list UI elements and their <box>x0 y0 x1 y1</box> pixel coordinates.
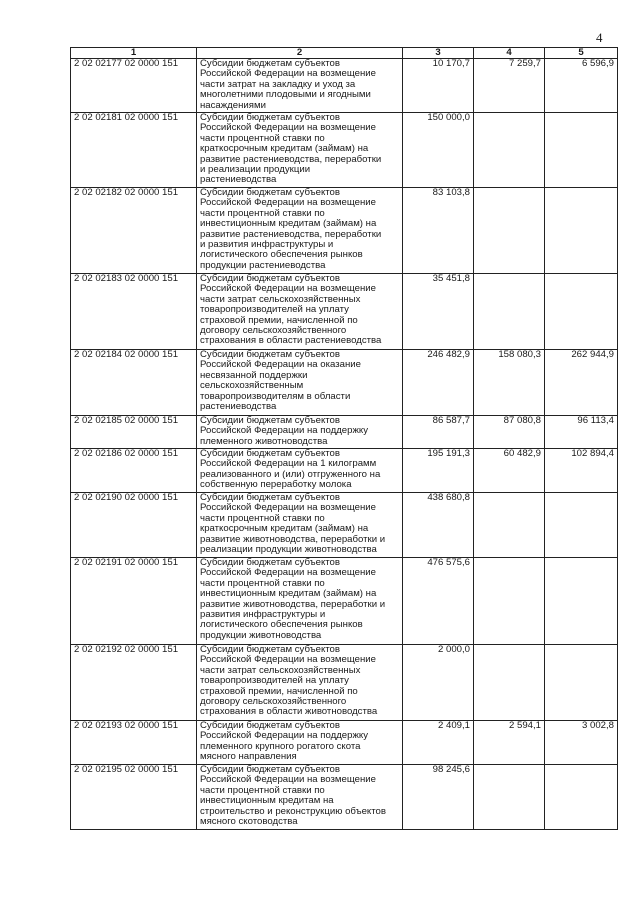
value-col5: 102 894,4 <box>545 449 618 493</box>
value-col4: 87 080,8 <box>474 416 545 449</box>
value-col3: 195 191,3 <box>403 449 474 493</box>
value-col5 <box>545 558 618 645</box>
budget-code: 2 02 02185 02 0000 151 <box>71 416 197 449</box>
table-row <box>71 493 618 558</box>
table-row <box>71 188 618 274</box>
value-col5: 262 944,9 <box>545 350 618 416</box>
value-col4 <box>474 765 545 830</box>
budget-code: 2 02 02182 02 0000 151 <box>71 188 197 274</box>
budget-code: 2 02 02183 02 0000 151 <box>71 274 197 350</box>
table-row <box>71 416 618 449</box>
value-col5: 96 113,4 <box>545 416 618 449</box>
value-col3: 35 451,8 <box>403 274 474 350</box>
column-header: 2 <box>197 48 403 59</box>
budget-code: 2 02 02186 02 0000 151 <box>71 449 197 493</box>
column-header: 4 <box>474 48 545 59</box>
value-col4: 60 482,9 <box>474 449 545 493</box>
table-row <box>71 113 618 188</box>
table-row <box>71 350 618 416</box>
value-col3: 98 245,6 <box>403 765 474 830</box>
value-col5 <box>545 765 618 830</box>
value-col4: 158 080,3 <box>474 350 545 416</box>
value-col5 <box>545 493 618 558</box>
item-description: Субсидии бюджетам субъектов Российской Федерации на возмещение части затрат сельскохозяйственных товаропроизводителей на уплату страховой премии, начисленной по договору сельскохозяйственного страхования в области растениеводства <box>197 274 403 350</box>
value-col5: 3 002,8 <box>545 721 618 765</box>
item-description: Субсидии бюджетам субъектов Российской Федерации на возмещение части процентной ставки по краткосрочным кредитам (займам) на развитие растениеводства, переработки и реализации продукции растениеводства <box>197 113 403 188</box>
value-col5 <box>545 645 618 721</box>
value-col4 <box>474 113 545 188</box>
value-col3: 10 170,7 <box>403 59 474 113</box>
value-col3: 83 103,8 <box>403 188 474 274</box>
budget-code: 2 02 02184 02 0000 151 <box>71 350 197 416</box>
value-col4: 2 594,1 <box>474 721 545 765</box>
item-description: Субсидии бюджетам субъектов Российской Федерации на поддержку племенного крупного рогатого скота мясного направления <box>197 721 403 765</box>
item-description: Субсидии бюджетам субъектов Российской Федерации на оказание несвязанной поддержки сельскохозяйственным товаропроизводителям в области растениеводства <box>197 350 403 416</box>
table-row <box>71 645 618 721</box>
value-col3: 246 482,9 <box>403 350 474 416</box>
item-description: Субсидии бюджетам субъектов Российской Федерации на поддержку племенного животноводства <box>197 416 403 449</box>
item-description: Субсидии бюджетам субъектов Российской Федерации на возмещение части процентной ставки по инвестиционным кредитам (займам) на развитие животноводства, переработки и развития инфраструктуры и логистического обеспечения рынков продукции животноводства <box>197 558 403 645</box>
table-row <box>71 59 618 113</box>
value-col3: 2 000,0 <box>403 645 474 721</box>
value-col5 <box>545 113 618 188</box>
item-description: Субсидии бюджетам субъектов Российской Федерации на возмещение части процентной ставки по инвестиционным кредитам (займам) на развитие растениеводства, переработки и развития инфраструктуры и логистического обеспечения рынков продукции растениеводства <box>197 188 403 274</box>
value-col3: 476 575,6 <box>403 558 474 645</box>
value-col5: 6 596,9 <box>545 59 618 113</box>
item-description: Субсидии бюджетам субъектов Российской Федерации на 1 килограмм реализованного и (или) отгруженного на собственную переработку молока <box>197 449 403 493</box>
page-number: 4 <box>596 30 603 45</box>
budget-code: 2 02 02181 02 0000 151 <box>71 113 197 188</box>
table-row <box>71 558 618 645</box>
value-col3: 86 587,7 <box>403 416 474 449</box>
value-col3: 150 000,0 <box>403 113 474 188</box>
column-header: 1 <box>71 48 197 59</box>
value-col3: 2 409,1 <box>403 721 474 765</box>
table-row <box>71 274 618 350</box>
column-header: 5 <box>545 48 618 59</box>
budget-code: 2 02 02191 02 0000 151 <box>71 558 197 645</box>
table-row <box>71 449 618 493</box>
item-description: Субсидии бюджетам субъектов Российской Федерации на возмещение части процентной ставки по инвестиционным кредитам на строительство и реконструкцию объектов мясного скотоводства <box>197 765 403 830</box>
budget-code: 2 02 02192 02 0000 151 <box>71 645 197 721</box>
item-description: Субсидии бюджетам субъектов Российской Федерации на возмещение части затрат сельскохозяйственных товаропроизводителей на уплату страховой премии, начисленной по договору сельскохозяйственного страхования в области животноводства <box>197 645 403 721</box>
budget-code: 2 02 02190 02 0000 151 <box>71 493 197 558</box>
value-col4: 7 259,7 <box>474 59 545 113</box>
column-header: 3 <box>403 48 474 59</box>
table-row <box>71 721 618 765</box>
item-description: Субсидии бюджетам субъектов Российской Федерации на возмещение части затрат на закладку и уход за многолетними плодовыми и ягодными насаждениями <box>197 59 403 113</box>
value-col5 <box>545 274 618 350</box>
budget-table <box>70 47 618 830</box>
value-col4 <box>474 274 545 350</box>
value-col3: 438 680,8 <box>403 493 474 558</box>
value-col4 <box>474 645 545 721</box>
value-col4 <box>474 493 545 558</box>
budget-code: 2 02 02177 02 0000 151 <box>71 59 197 113</box>
item-description: Субсидии бюджетам субъектов Российской Федерации на возмещение части процентной ставки по краткосрочным кредитам (займам) на развитие животноводства, переработки и реализации продукции животноводства <box>197 493 403 558</box>
budget-code: 2 02 02195 02 0000 151 <box>71 765 197 830</box>
budget-code: 2 02 02193 02 0000 151 <box>71 721 197 765</box>
table-row <box>71 765 618 830</box>
value-col4 <box>474 558 545 645</box>
value-col4 <box>474 188 545 274</box>
table-header-row <box>71 48 618 59</box>
value-col5 <box>545 188 618 274</box>
